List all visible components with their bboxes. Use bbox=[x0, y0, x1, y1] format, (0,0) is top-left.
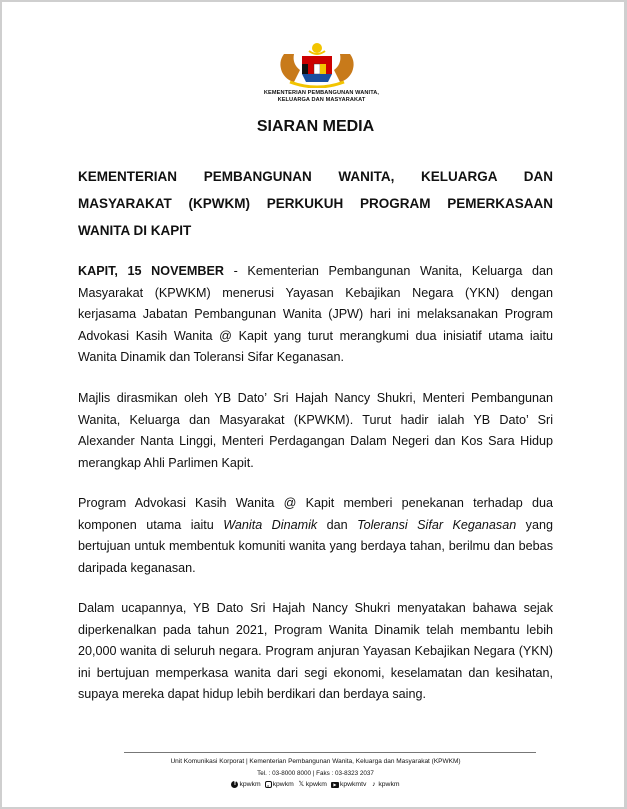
footer-unit: Unit Komunikasi Korporat | Kementerian Pembangunan Wanita, Keluarga dan Masyarakat (KPWKM) bbox=[170, 758, 461, 765]
footer-divider bbox=[124, 752, 536, 753]
paragraph-1 bbox=[78, 261, 553, 369]
paragraph-3-a: Program Advokasi Kasih Wanita @ Kapit memberi penekanan terhadap dua komponen utama iaitu bbox=[78, 496, 553, 532]
paragraph-2: Majlis dirasmikan oleh YB Dato’ Sri Hajah Nancy Shukri, Menteri Pembangunan Wanita, Keluarga dan Masyarakat (KPWKM). Turut hadir ialah YB Dato’ Sri Alexander Nanta Linggi, Menteri Perdagangan Dalam Negeri dan Kos Sara Hidup merangkap Ahli Parlimen Kapit. bbox=[78, 391, 553, 470]
social-x[interactable] bbox=[298, 781, 327, 788]
social-tiktok[interactable] bbox=[370, 781, 399, 788]
paragraph-3 bbox=[78, 493, 553, 579]
ministry-line-1: KEMENTERIAN PEMBANGUNAN WANITA, bbox=[263, 90, 380, 96]
x-icon: 𝕏 bbox=[298, 781, 305, 788]
tiktok-icon: ♪ bbox=[372, 781, 376, 788]
social-youtube[interactable] bbox=[331, 781, 366, 788]
dateline: KAPIT, 15 NOVEMBER bbox=[78, 264, 224, 278]
footer-contact: Tel. : 03-8000 8000 | Faks : 03-8323 2037 bbox=[257, 770, 374, 777]
paragraph-1-text: - Kementerian Pembangunan Wanita, Keluarga dan Masyarakat (KPWKM) menerusi Yayasan Kebajikan Negara (YKN) dengan kerjasama Jabatan Pembangunan Wanita (JPW) hari ini melaksanakan Program Advokasi Kasih Wanita @ Kapit yang turut merangkumi dua inisiatif utama iaitu Wanita Dinamik dan Toleransi Sifar Keganasan. bbox=[78, 264, 553, 365]
page-title: SIARAN MEDIA bbox=[256, 118, 375, 135]
social-handle: kpwkm bbox=[272, 781, 294, 788]
social-facebook[interactable] bbox=[231, 781, 260, 788]
paragraph-3-b: dan bbox=[317, 517, 358, 532]
ministry-line-2: KELUARGA DAN MASYARAKAT bbox=[277, 97, 366, 103]
paragraph-3-c: yang bertujuan untuk membentuk komuniti wanita yang berdaya tahan, berilmu dan bebas daripada keganasan. bbox=[78, 517, 553, 575]
social-handle: kpwkm bbox=[305, 781, 327, 788]
social-instagram[interactable] bbox=[265, 781, 294, 788]
coat-of-arms-logo bbox=[272, 42, 362, 88]
program-name-2: Toleransi Sifar Keganasan bbox=[357, 517, 517, 532]
social-handle: kpwkmtv bbox=[339, 781, 367, 788]
facebook-icon: f bbox=[231, 781, 238, 788]
ministry-name bbox=[2, 90, 627, 104]
program-name-1: Wanita Dinamik bbox=[223, 517, 318, 532]
social-handle: kpwkm bbox=[378, 781, 400, 788]
instagram-icon: o bbox=[265, 781, 272, 788]
footer-social bbox=[2, 781, 627, 788]
headline: KEMENTERIAN PEMBANGUNAN WANITA, KELUARGA DAN MASYARAKAT (KPWKM) PERKUKUH PROGRAM PEMERKASAAN WANITA DI KAPIT bbox=[78, 169, 553, 238]
youtube-icon: ▶ bbox=[331, 782, 339, 788]
paragraph-4: Dalam ucapannya, YB Dato Sri Hajah Nancy Shukri menyatakan bahawa sejak diperkenalkan pada tahun 2021, Program Wanita Dinamik telah membantu lebih 20,000 wanita di seluruh negara. Program anjuran Yayasan Kebajikan Negara (YKN) ini bertujuan memperkasa wanita dari segi ekonomi, keselamatan dan kesihatan, supaya mereka dapat hidup lebih berdikari dan berdaya saing. bbox=[78, 601, 553, 702]
social-handle: kpwkm bbox=[239, 781, 261, 788]
